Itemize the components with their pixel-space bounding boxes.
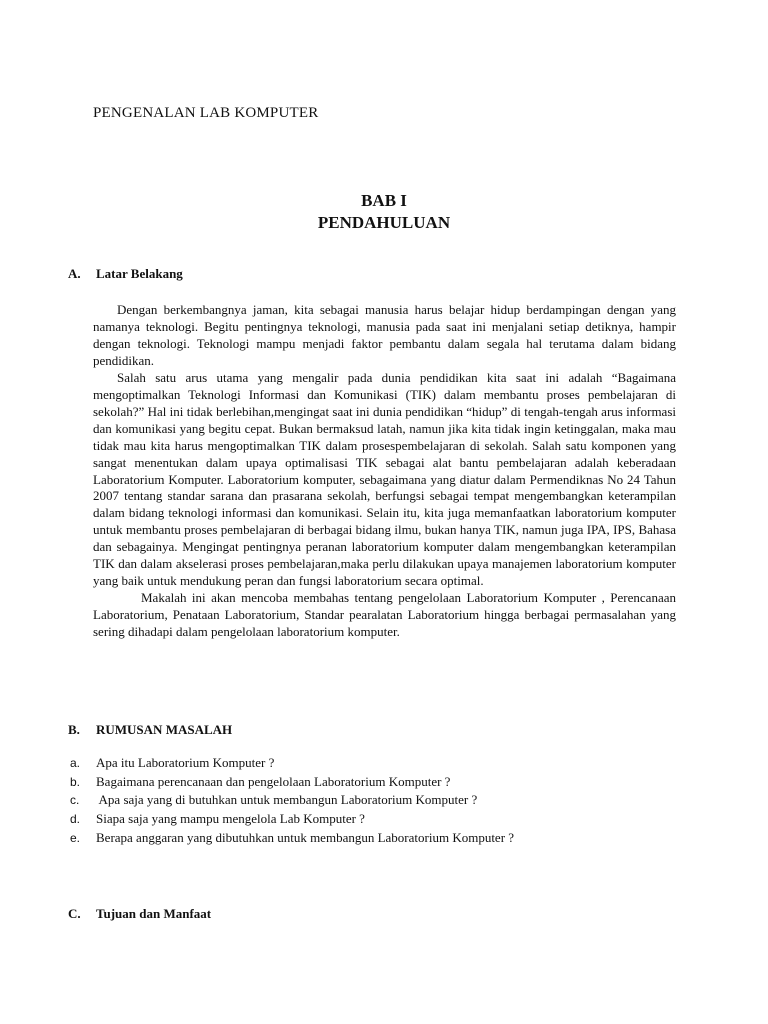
list-item-text: Bagaimana perencanaan dan pengelolaan Laboratorium Komputer ? [96, 773, 451, 789]
list-item [70, 810, 514, 829]
section-a-title: Latar Belakang [96, 266, 183, 281]
list-item-text: Apa saja yang di butuhkan untuk membangun Laboratorium Komputer ? [96, 792, 478, 808]
list-item [70, 754, 514, 773]
section-a-letter: A. [68, 266, 81, 281]
chapter-number: BAB I [361, 191, 407, 210]
section-c-heading [68, 906, 211, 922]
section-a-heading [68, 266, 183, 282]
problem-list [70, 754, 514, 848]
list-item [70, 791, 514, 810]
section-a-body [93, 302, 676, 641]
list-marker: d. [70, 812, 81, 827]
document-header-title: PENGENALAN LAB KOMPUTER [93, 105, 319, 121]
list-item-text: Apa itu Laboratorium Komputer ? [96, 755, 275, 770]
list-item-text: Siapa saja yang mampu mengelola Lab Komputer ? [96, 811, 365, 827]
section-c-letter: C. [68, 906, 81, 921]
list-marker: e. [70, 830, 81, 845]
list-marker: b. [70, 774, 81, 789]
list-marker: c. [70, 793, 80, 808]
list-item [70, 773, 514, 792]
paragraph: Dengan berkembangnya jaman, kita sebagai manusia harus belajar hidup berdampingan dengan yang namanya teknologi. Begitu pentingnya teknologi, manusia pada saat ini menjalani setiap detiknya, hampir dengan teknologi. Teknologi mampu menjadi faktor pembantu dalam segala hal terutama dalam bidang pendidikan. [93, 302, 676, 368]
list-marker: a. [70, 756, 81, 770]
chapter-title: PENDAHULUAN [317, 213, 451, 232]
chapter-heading [0, 190, 768, 234]
list-item [70, 829, 514, 848]
section-b-letter: B. [68, 722, 80, 737]
list-item-text: Berapa anggaran yang dibutuhkan untuk membangun Laboratorium Komputer ? [96, 829, 515, 845]
section-c-title: Tujuan dan Manfaat [96, 906, 212, 921]
paragraph: Salah satu arus utama yang mengalir pada dunia pendidikan kita saat ini adalah “Bagaimana mengoptimalkan Teknologi Informasi dan Komunikasi (TIK) dalam membantu proses pembelajaran di sekolah?” Hal ini tidak berlebihan,mengingat saat ini dunia pendidikan “hidup” di tengah-tengah arus informasi dan komunikasi yang begitu cepat. Bukan bermaksud latah, namun jika kita tidak ingin ketinggalan, maka mau tidak mau kita harus mengoptimalkan TIK dalam prosespembelajaran di sekolah. Salah satu komponen yang sangat menentukan dalam upaya optimalisasi TIK sebagai alat bantu pembelajaran adalah keberadaan Laboratorium Komputer. Laboratorium komputer, sebagaimana yang diatur dalam Permendiknas No 24 Tahun 2007 tentang standar sarana dan prasarana sekolah, berfungsi sebagai tempat mengembangkan keterampilan dalam bidang teknologi informasi dan komunikasi. Selain itu, kita juga memanfaatkan laboratorium komputer untuk membantu proses pembelajaran di berbagai bidang ilmu, bukan hanya TIK, namun juga IPA, IPS, Bahasa dan sebagainya. Mengingat pentingnya peranan laboratorium komputer dalam mengembangkan keterampilan TIK dan dalam akselerasi proses pembelajaran,maka perlu dilakukan upaya manajemen laboratorium komputer yang baik untuk mendukung peran dan fungsi laboratorium secara optimal. [93, 369, 676, 589]
section-b-heading [68, 722, 232, 738]
paragraph: Makalah ini akan mencoba membahas tentang pengelolaan Laboratorium Komputer , Perencanaan Laboratorium, Penataan Laboratorium, Standar pearalatan Laboratorium hingga berbagai permasalahan yang sering dihadapi dalam pengelolaan laboratorium komputer. [93, 590, 676, 640]
section-b-title: RUMUSAN MASALAH [96, 722, 233, 737]
